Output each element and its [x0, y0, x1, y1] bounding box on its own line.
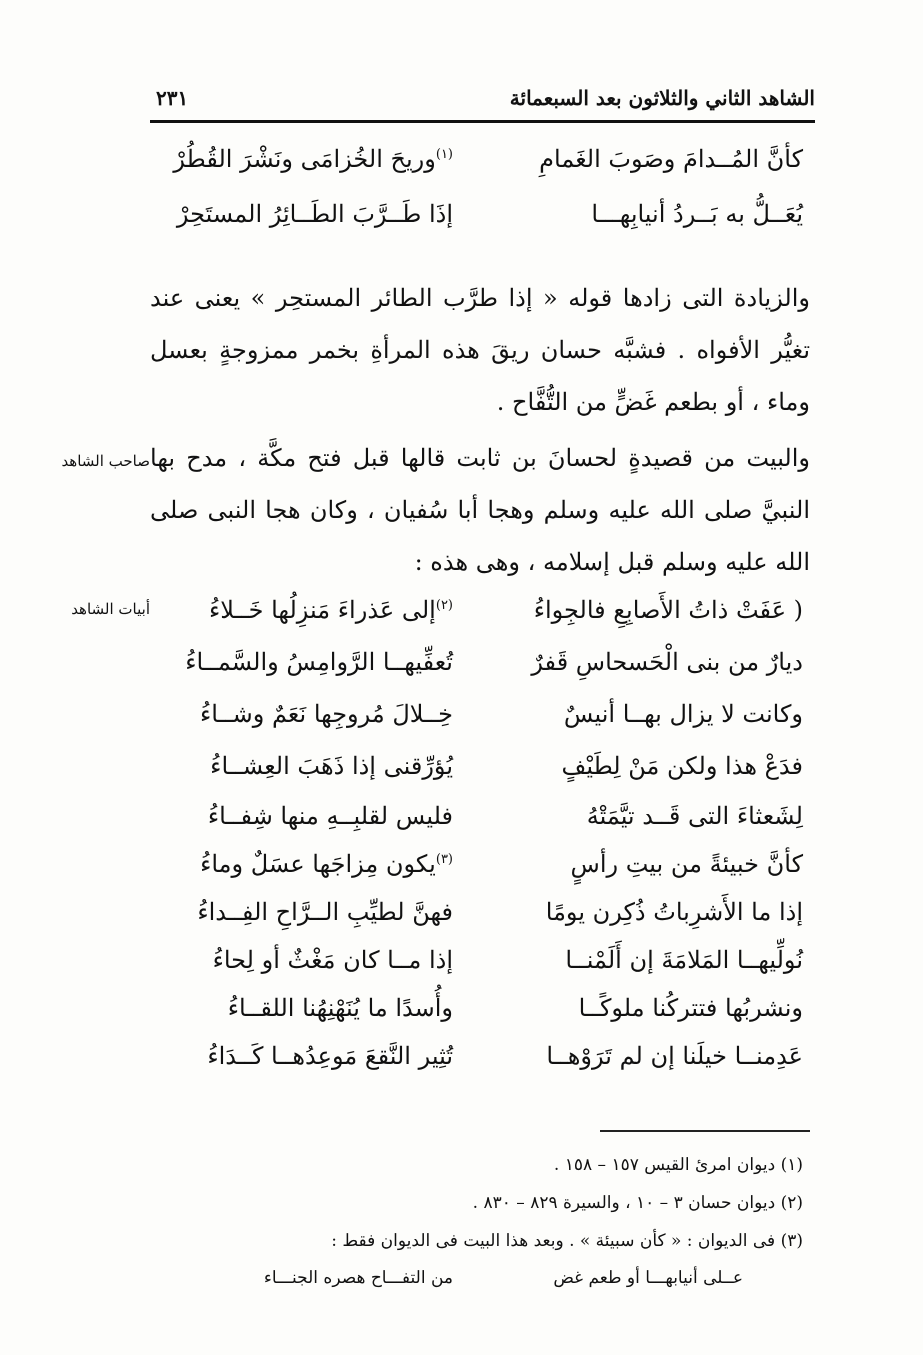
footnote-marker: (٣)	[435, 852, 453, 867]
margin-note-verses: أبيات الشاهد	[71, 600, 150, 618]
poem-line-8-right: نُولِّيهــا المَلامَةَ إن أَلَمْنــا	[565, 946, 803, 974]
footnote-1: (١) ديوان امرئ القيس ١٥٧ – ١٥٨ .	[553, 1155, 803, 1175]
footnote-marker: (١)	[435, 147, 453, 162]
poem-line-6-right: كأنَّ خبيئةً من بيتِ رأسٍ	[570, 850, 803, 878]
poem-line-2-right: ديارٌ من بنى الْحَسحاسِ قَفرٌ	[531, 648, 803, 676]
poem-line-4-left: يُؤرِّقنى إذا ذَهَبَ العِشــاءُ	[210, 752, 453, 780]
opening-verse-1-right: كأنَّ المُــدامَ وصَوبَ الغَمامِ	[539, 145, 803, 173]
poem-line-9-left: وأُسدًا ما يُنَهْنِهُنا اللقــاءُ	[227, 994, 453, 1022]
poem-line-3-right: وكانت لا يزال بهــا أنيسٌ	[563, 700, 803, 728]
margin-note-author: صاحب الشاهد	[61, 452, 150, 470]
commentary-paragraph-1: والزيادة التى زادها قوله « إذا طرَّب الطائر المستحِر » يعنى عند تغيُّر الأفواه . فشبَّه حسان ريقَ هذه المرأةِ بخمر ممزوجةٍ بعسل وماء ، أو بطعم غَضٍّ من التُّفَّاح .	[150, 284, 811, 416]
poem-line-3-left: خِــلالَ مُروجِها نَعَمٌ وشــاءُ	[199, 700, 453, 728]
opening-verse-2-right: يُعَــلُّ به بَــردُ أنيابِهـــا	[591, 200, 803, 228]
page-number: ٢٣١	[156, 86, 189, 110]
poem-line-10-left: تُثِير النَّقعَ مَوعِدُهــا كَــدَاءُ	[207, 1042, 453, 1070]
footnote-verse-right: عــلى أنيابهـــا أو طعم غض	[553, 1268, 743, 1288]
footnote-3: (٣) فى الديوان : « كأن سبيئة » . وبعد هذا البيت فى الديوان فقط :	[331, 1231, 803, 1251]
poem-line-7-left: فهنَّ لطيِّبِ الــرَّاحِ الفِــداءُ	[197, 898, 453, 926]
opening-verse-2-left: إذَا طَــرَّبَ الطَــائِرُ المستَحِرْ	[176, 200, 453, 228]
footnote-2: (٢) ديوان حسان ٣ – ١٠ ، والسيرة ٨٢٩ – ٨٣٠ .	[472, 1193, 803, 1213]
poem-line-1-left: $^{(٢)}$إلى عَذراءَ مَنزِلُها خَــلاءُ	[208, 596, 453, 624]
poem-line-8-left: إذا مــا كان مَغْثٌ أو لِحاءُ	[212, 946, 453, 974]
commentary-paragraph-2: والبيت من قصيدةٍ لحسانَ بن ثابت قالها قبل فتح مكَّة ، مدح بها النبيَّ صلى الله عليه وسلم وهجا أبا سُفيان ، وكان هجا النبى صلى الله عليه وسلم قبل إسلامه ، وهى هذه :	[150, 444, 810, 576]
poem-line-6-left: $^{(٣)}$يكون مِزاجَها عسَلٌ وماءُ	[200, 850, 453, 878]
poem-line-1-right: ( عَفَتْ ذاتُ الأَصابِعِ فالجِواءُ	[533, 596, 803, 624]
poem-line-5-left: فليس لقلبِــهِ منها شِفــاءُ	[207, 802, 453, 830]
footnote-verse-left: من التفـــاح هصره الجنـــاء	[263, 1268, 453, 1288]
footnote-divider	[600, 1130, 810, 1132]
running-title: الشاهد الثاني والثلاثون بعد السبعمائة	[509, 86, 815, 110]
opening-verse-1-left: $^{(١)}$وريحَ الخُزامَى ونَشْرَ القُطُرْ	[173, 145, 453, 173]
poem-line-4-right: فدَعْ هذا ولكن مَنْ لِطَيْفٍ	[561, 752, 803, 780]
footnote-marker: (٢)	[435, 598, 453, 613]
poem-line-5-right: لِشَعثاءَ التى قَــد تيَّمَتْهُ	[586, 802, 803, 830]
poem-line-9-right: ونشربُها فتتركُنا ملوكًــا	[578, 994, 803, 1022]
poem-line-2-left: تُعفِّيهــا الرَّوامِسُ والسَّمــاءُ	[185, 648, 453, 676]
poem-line-10-right: عَدِمنــا خيلَنا إن لم تَرَوْهــا	[546, 1042, 803, 1070]
poem-line-7-right: إذا ما الأَشرِباتُ ذُكِرن يومًا	[545, 898, 803, 926]
page-header	[150, 80, 815, 123]
